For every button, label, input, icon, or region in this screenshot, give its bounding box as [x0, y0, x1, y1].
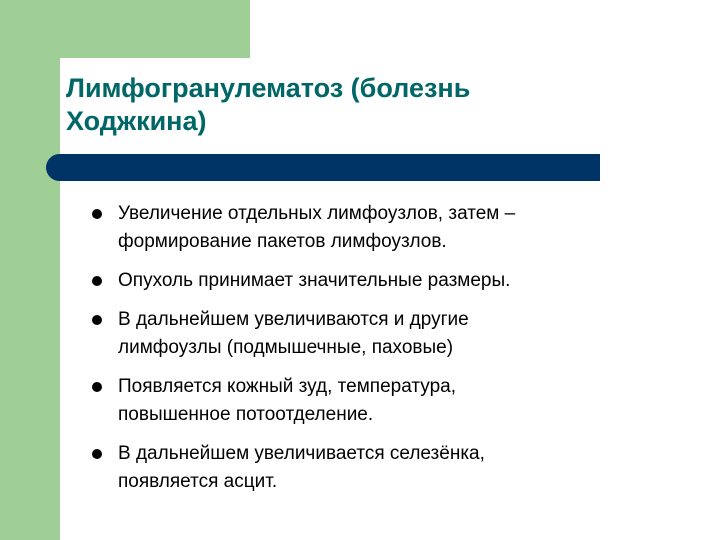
- slide-title-line-2: Ходжкина): [66, 106, 207, 136]
- bullet-line: формирование пакетов лимфоузлов.: [118, 231, 447, 252]
- bullet-line: Опухоль принимает значительные размеры.: [118, 270, 511, 291]
- bullet-line: В дальнейшем увеличиваются и другие: [118, 309, 469, 330]
- list-item: [92, 373, 652, 429]
- bullet-list: [92, 200, 652, 507]
- list-item: [92, 200, 652, 256]
- title-divider-bar: [46, 154, 600, 181]
- divider-bar-body: [59, 154, 600, 181]
- bullet-text: [118, 306, 652, 362]
- bullet-dot-icon: [92, 315, 102, 325]
- bullet-line: повышенное потоотделение.: [118, 404, 374, 425]
- bullet-text: [118, 267, 652, 295]
- slide-title: [66, 72, 606, 138]
- bullet-line: появляется асцит.: [118, 471, 278, 492]
- bullet-dot-icon: [92, 382, 102, 392]
- bullet-dot-icon: [92, 276, 102, 286]
- bullet-text: [118, 200, 652, 256]
- list-item: [92, 306, 652, 362]
- bullet-text: [118, 373, 652, 429]
- list-item: [92, 440, 652, 496]
- left-green-band: [0, 0, 60, 540]
- bullet-line: Увеличение отдельных лимфоузлов, затем –: [118, 203, 516, 224]
- bullet-line: Появляется кожный зуд, температура,: [118, 376, 456, 397]
- list-item: [92, 267, 652, 295]
- bullet-line: В дальнейшем увеличивается селезёнка,: [118, 443, 485, 464]
- bullet-dot-icon: [92, 209, 102, 219]
- slide-title-line-1: Лимфогранулематоз (болезнь: [66, 73, 471, 103]
- bullet-line: лимфоузлы (подмышечные, паховые): [118, 337, 454, 358]
- bullet-dot-icon: [92, 449, 102, 459]
- bullet-text: [118, 440, 652, 496]
